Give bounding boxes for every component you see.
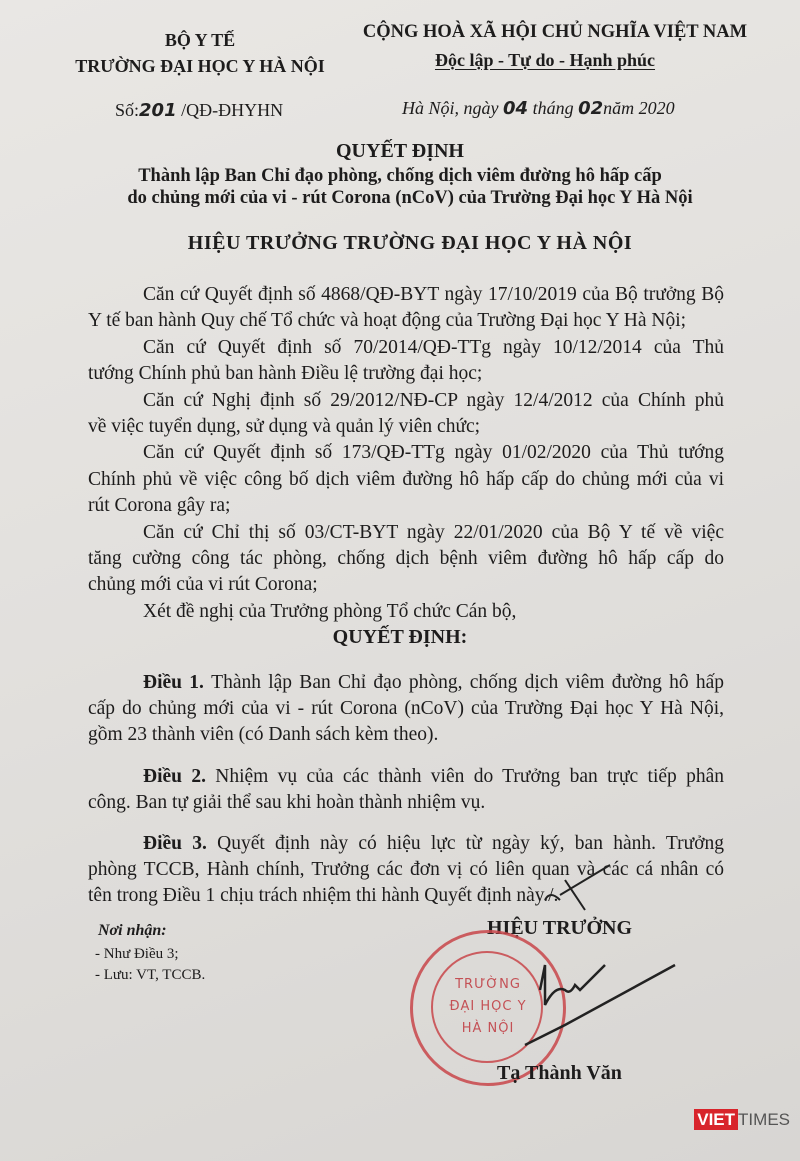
preamble-line: Căn cứ Nghị định số 29/2012/NĐ-CP ngày 12/4/2012 của Chính phủ (143, 389, 724, 411)
preamble-line: tướng Chính phủ ban hành Điều lệ trường đại học; (88, 363, 483, 385)
number-suffix: /QĐ-ĐHYHN (181, 100, 284, 120)
number-prefix: Số: (115, 100, 140, 120)
motto: Độc lập - Tự do - Hạnh phúc (434, 50, 656, 70)
preamble-line: Căn cứ Quyết định số 70/2014/QĐ-TTg ngày 10/12/2014 của Thủ (143, 336, 724, 358)
number-handwritten: 201 (139, 100, 177, 121)
decision-title: QUYẾT ĐỊNH (336, 140, 464, 162)
article-text: Nhiệm vụ của các thành viên do Trưởng ban trực tiếp phân (215, 766, 725, 787)
signatory-title: HIỆU TRƯỞNG (487, 917, 633, 939)
document-date (402, 98, 675, 119)
article-line: phòng TCCB, Hành chính, Trưởng các đơn vị có liên quan và các cá nhân có (88, 859, 724, 881)
article-line: gồm 23 thành viên (có Danh sách kèm theo). (88, 724, 439, 746)
subtitle-line-2: do chủng mới của vi - rút Corona (nCoV) của Trường Đại học Y Hà Nội (127, 188, 693, 208)
recipient-item: - Như Điều 3; (95, 946, 179, 962)
article-line: công. Ban tự giải thể sau khi hoàn thành nhiệm vụ. (88, 792, 486, 814)
seal-text: HÀ NỘI (461, 1021, 515, 1036)
subtitle-line-1: Thành lập Ban Chỉ đạo phòng, chống dịch viêm đường hô hấp cấp (138, 166, 662, 186)
handwritten-signature (505, 860, 685, 1060)
article-label: Điều 1. (143, 672, 212, 693)
preamble-line: Căn cứ Quyết định số 4868/QĐ-BYT ngày 17/10/2019 của Bộ trưởng Bộ (143, 284, 724, 305)
preamble-line: tăng cường công tác phòng, chống dịch bệnh viêm đường hô hấp cấp do (88, 548, 724, 569)
recipients-label: Nơi nhận: (98, 922, 167, 939)
article-text: Quyết định này có hiệu lực từ ngày ký, ban hành. Trưởng (217, 833, 725, 854)
seal-text: ĐẠI HỌC Y (449, 999, 527, 1014)
preamble-line: Xét đề nghị của Trưởng phòng Tổ chức Cán bộ, (143, 600, 517, 622)
date-day: 04 (503, 98, 529, 119)
seal-text: TRƯỜNG (455, 977, 521, 992)
article-label: Điều 3. (143, 833, 218, 854)
date-year: năm 2020 (603, 98, 675, 118)
preamble-line: chủng mới của vi rút Corona; (88, 574, 318, 596)
ministry-name: BỘ Y TẾ (164, 30, 236, 50)
country-name: CỘNG HOÀ XÃ HỘI CHỦ NGHĨA VIỆT NAM (362, 22, 748, 42)
preamble-line: rút Corona gây ra; (88, 495, 231, 517)
watermark-viet: VIET (694, 1109, 738, 1130)
document-number (115, 100, 283, 121)
recipient-item: - Lưu: VT, TCCB. (95, 967, 206, 983)
signatory-name: Tạ Thành Văn (497, 1062, 622, 1084)
preamble-line: Căn cứ Quyết định số 173/QĐ-TTg ngày 01/02/2020 của Thủ tướng (143, 442, 724, 464)
preamble-line: Y tế ban hành Quy chế Tổ chức và hoạt động của Trường Đại học Y Hà Nội; (88, 310, 687, 332)
article-line (143, 766, 724, 788)
authority-heading: HIỆU TRƯỞNG TRƯỜNG ĐẠI HỌC Y HÀ NỘI (187, 232, 633, 254)
preamble-line: Chính phủ về việc công bố dịch viêm đường hô hấp cấp do chủng mới của vi (88, 468, 724, 490)
school-name: TRƯỜNG ĐẠI HỌC Y HÀ NỘI (75, 56, 325, 76)
article-line: tên trong Điều 1 chịu trách nhiệm thi hành Quyết định này./. (88, 885, 559, 907)
decision-heading: QUYẾT ĐỊNH: (332, 626, 468, 648)
date-prefix: Hà Nội, ngày (402, 98, 499, 118)
date-month: 02 (578, 98, 604, 119)
preamble-line: Căn cứ Chỉ thị số 03/CT-BYT ngày 22/01/2020 của Bộ Y tế về việc (143, 521, 724, 543)
article-line (143, 833, 724, 855)
article-line (143, 672, 724, 694)
viettimes-watermark (694, 1110, 790, 1130)
article-line: cấp do chủng mới của vi - rút Corona (nCoV) của Trường Đại học Y Hà Nội, (88, 698, 724, 720)
date-month-label: tháng (532, 98, 574, 118)
watermark-times: TIMES (738, 1110, 790, 1129)
article-text: Thành lập Ban Chỉ đạo phòng, chống dịch viêm đường hô hấp (211, 672, 725, 693)
article-label: Điều 2. (143, 766, 216, 787)
preamble-line: về việc tuyển dụng, sử dụng và quản lý viên chức; (88, 416, 481, 437)
